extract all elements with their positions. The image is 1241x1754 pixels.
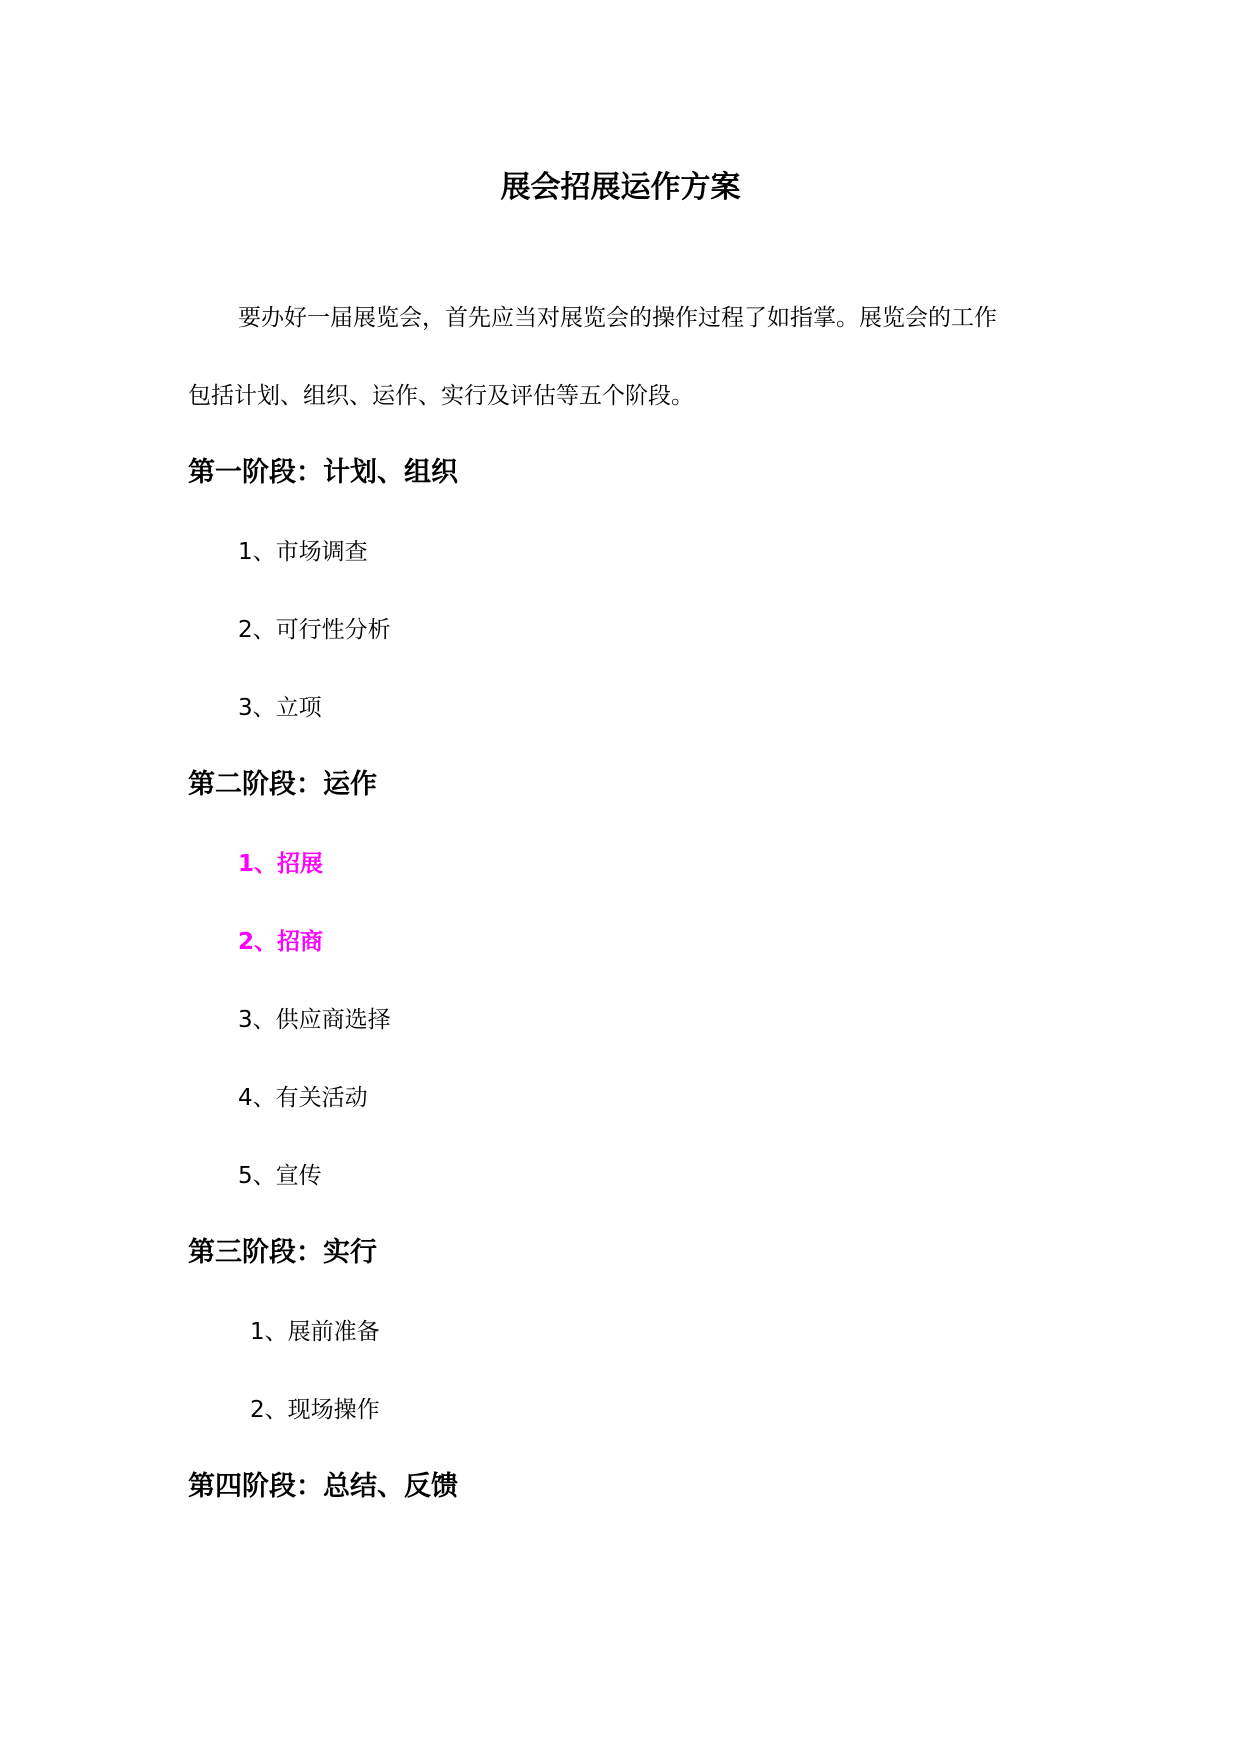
section-heading-1: 第一阶段：计划、组织 — [188, 457, 458, 488]
list-item: 1、展前准备 — [250, 1319, 380, 1345]
list-item-highlighted: 1、招展 — [238, 851, 324, 877]
section-heading-2: 第二阶段：运作 — [188, 769, 377, 800]
list-item: 4、有关活动 — [238, 1085, 368, 1111]
section-heading-4: 第四阶段：总结、反馈 — [188, 1471, 458, 1502]
list-item: 2、可行性分析 — [238, 617, 391, 643]
list-item: 1、市场调查 — [238, 539, 368, 565]
list-item: 2、现场操作 — [250, 1397, 380, 1423]
list-item-highlighted: 2、招商 — [238, 929, 324, 955]
list-item: 3、立项 — [238, 695, 322, 721]
intro-line-1: 要办好一届展览会，首先应当对展览会的操作过程了如指掌。展览会的工作 — [238, 305, 997, 331]
list-item: 3、供应商选择 — [238, 1007, 391, 1033]
intro-line-2: 包括计划、组织、运作、实行及评估等五个阶段。 — [188, 383, 694, 409]
section-heading-3: 第三阶段：实行 — [188, 1237, 377, 1268]
intro-paragraph — [188, 298, 1088, 416]
list-item: 5、宣传 — [238, 1163, 322, 1189]
document-title: 展会招展运作方案 — [500, 170, 741, 205]
